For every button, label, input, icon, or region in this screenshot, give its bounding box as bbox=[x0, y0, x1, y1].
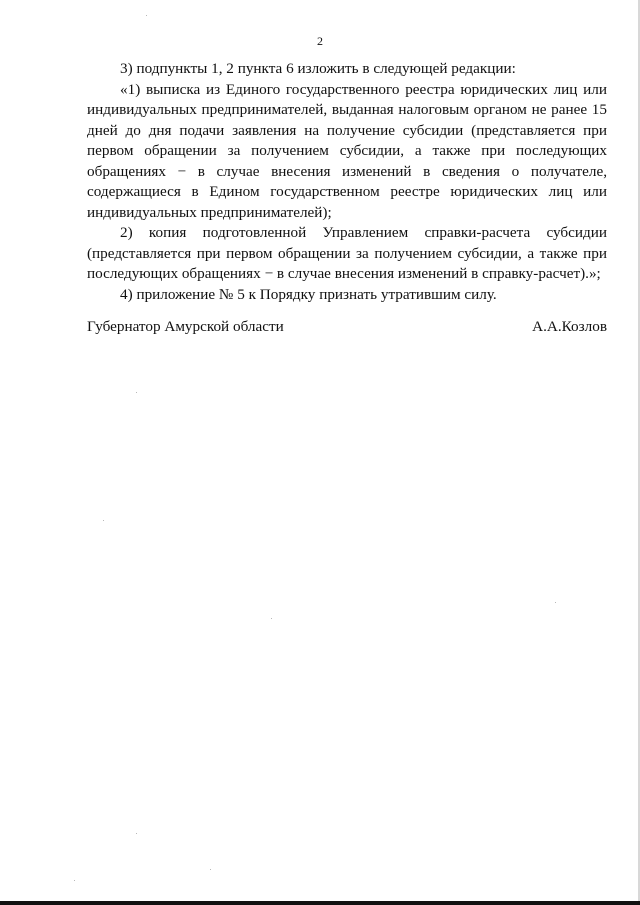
paragraph-subitem-2: 2) копия подготовленной Управлением справки-расчета субсидии (представляется при первом обращении за получением субсидии, а также при последующих обращениях − в случае внесения изменений в справку-расчет).»; bbox=[87, 224, 607, 282]
scan-speck bbox=[271, 618, 272, 619]
paragraph-item-3: 3) подпункты 1, 2 пункта 6 изложить в следующей редакции: bbox=[120, 60, 516, 77]
scan-speck bbox=[146, 15, 147, 16]
signatory-position: Губернатор Амурской области bbox=[87, 318, 284, 335]
scan-speck bbox=[136, 833, 137, 834]
page-number: 2 bbox=[317, 34, 323, 48]
document-body bbox=[87, 59, 607, 305]
scan-speck bbox=[136, 392, 137, 393]
scan-speck bbox=[555, 602, 556, 603]
scan-speck bbox=[74, 880, 75, 881]
paragraph-item-4: 4) приложение № 5 к Порядку признать утратившим силу. bbox=[120, 285, 497, 303]
scan-speck bbox=[103, 520, 104, 521]
signature-block bbox=[87, 317, 607, 337]
paragraph-subitem-1: «1) выписка из Единого государственного реестра юридических лиц или индивидуальных предпринимателей, выданная налоговым органом не ранее 15 дней до дня подачи заявления на получение субсидии (представляется при первом обращении за получением субсидии, а также при последующих обращениях − в случае внесения изменений в сведения о получателе, содержащиеся в Едином государственном реестре юридических лиц или индивидуальных предпринимателей); bbox=[87, 80, 607, 221]
signatory-name: А.А.Козлов bbox=[532, 318, 607, 335]
scan-edge-bottom bbox=[0, 901, 640, 905]
scan-speck bbox=[210, 869, 211, 870]
